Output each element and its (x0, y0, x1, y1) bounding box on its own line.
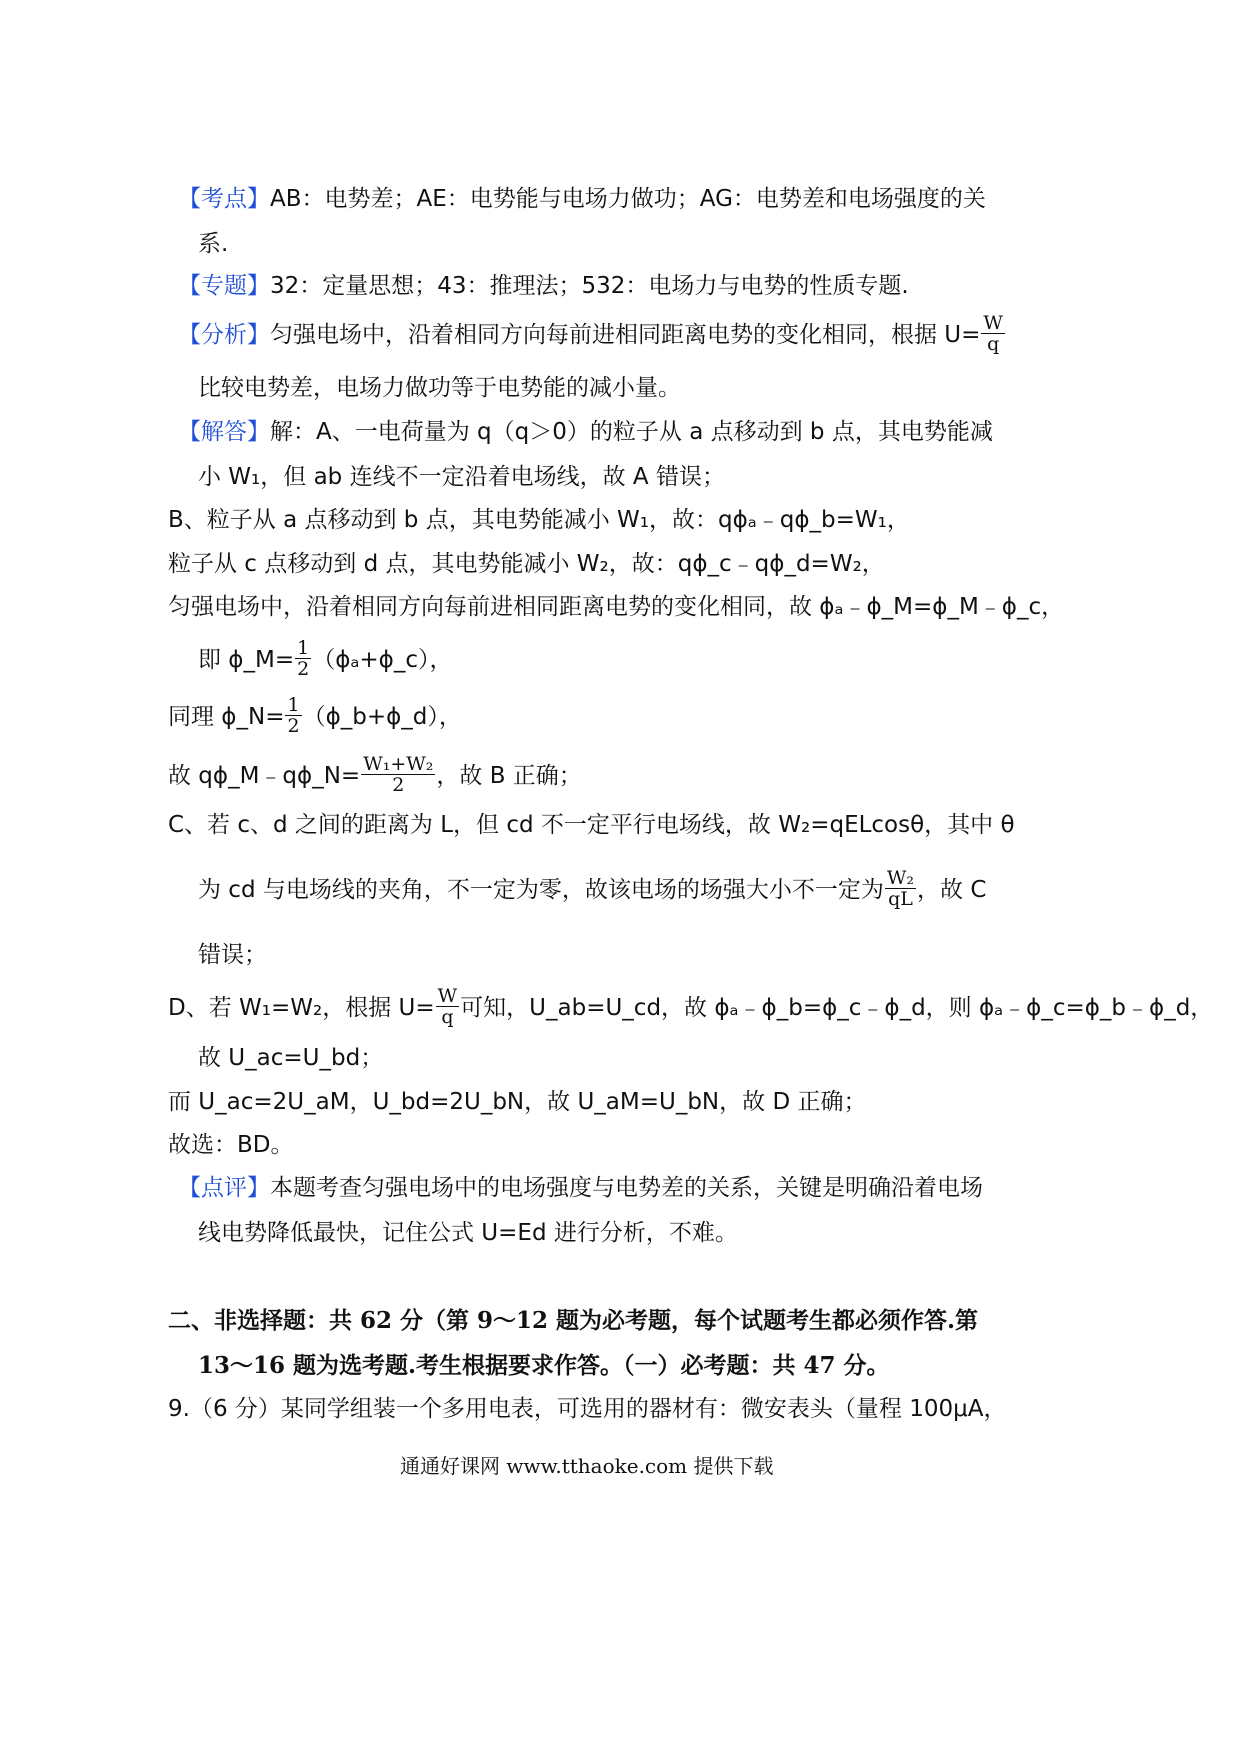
fraction-denominator: qL (885, 888, 916, 909)
potential-difference-label: 故 qϕ_M﹣qϕ_N= (168, 763, 361, 789)
phi-n-label: 同理 ϕ_N= (168, 704, 285, 730)
fraction-denominator: 2 (287, 715, 300, 737)
zhuanti-tag: 【专题】 (178, 273, 270, 299)
jieda-text-1: 解：A、一电荷量为 q（q＞0）的粒子从 a 点移动到 b 点，其电势能减 (270, 419, 993, 445)
dianping-text: 本题考查匀强电场中的电场强度与电势差的关系，关键是明确沿着电场 (270, 1175, 983, 1201)
jieda-line-4: 粒子从 c 点移动到 d 点，其电势能减小 W₂，故：qϕ_c﹣qϕ_d=W₂， (168, 551, 885, 577)
footer-text: 通通好课网 www.tthaoke.com 提供下载 (400, 1454, 774, 1478)
fenxi-line (178, 312, 1006, 356)
jieda-line-15: 故选：BD。 (168, 1132, 294, 1158)
fraction-numerator: W₁+W₂ (363, 753, 434, 775)
fraction-one-half (285, 695, 301, 736)
jieda-line-2: 小 W₁，但 ab 连线不一定沿着电场线，故 A 错误； (198, 464, 725, 490)
dianping-tag: 【点评】 (178, 1175, 270, 1201)
fenxi-cont: 比较电势差，电场力做功等于电势能的减小量。 (198, 375, 681, 401)
jieda-line-1 (178, 416, 993, 448)
kaodian-text: AB：电势差；AE：电势能与电场力做功；AG：电势差和电场强度的关 (270, 186, 986, 212)
section-heading-line-1: 二、非选择题：共 62 分（第 9～12 题为必考题，每个试题考生都必须作答.第 (168, 1307, 979, 1334)
fraction-denominator: q (436, 1006, 460, 1027)
fenxi-tag: 【分析】 (178, 322, 270, 348)
fraction-numerator: W (983, 312, 1003, 334)
kaodian-line (178, 183, 986, 215)
phi-m-expression: （ϕₐ+ϕ_c）， (312, 647, 453, 673)
fraction-one-half (295, 638, 311, 679)
fraction-w-over-q (981, 313, 1005, 354)
zhuanti-line (178, 270, 909, 302)
fraction-w-over-q (436, 986, 460, 1027)
fraction-numerator: W₂ (886, 867, 915, 889)
jieda-line-7 (168, 694, 462, 738)
fraction-numerator: W (437, 985, 458, 1007)
option-d-text: D、若 W₁=W₂，根据 U= (168, 995, 435, 1021)
dianping-line (178, 1172, 983, 1204)
jieda-line-5: 匀强电场中，沿着相同方向每前进相同距离电势的变化相同，故 ϕₐ﹣ϕ_M=ϕ_M﹣ϕ_c， (168, 594, 1065, 620)
conclusion-b: ，故 B 正确； (436, 763, 582, 789)
option-c-conclusion: ，故 C (917, 877, 987, 903)
jieda-line-13: 故 U_ac=U_bd； (198, 1045, 384, 1071)
option-c-text: 为 cd 与电场线的夹角，不一定为零，故该电场的场强大小不一定为 (198, 877, 884, 903)
zhuanti-text: 32：定量思想；43：推理法；532：电场力与电势的性质专题. (270, 273, 909, 299)
fraction-w2-over-ql (885, 868, 916, 909)
jieda-line-9: C、若 c、d 之间的距离为 L，但 cd 不一定平行电场线，故 W₂=qELcosθ，其中 θ (168, 812, 1015, 838)
phi-m-label: 即 ϕ_M= (198, 647, 295, 673)
jieda-line-14: 而 U_ac=2U_aM，U_bd=2U_bN，故 U_aM=U_bN，故 D 正确； (168, 1089, 867, 1115)
jieda-tag: 【解答】 (178, 419, 270, 445)
jieda-line-6 (198, 637, 453, 681)
fraction-denominator: q (981, 333, 1005, 354)
dianping-cont: 线电势降低最快，记住公式 U=Ed 进行分析，不难。 (198, 1220, 738, 1246)
jieda-line-8 (168, 753, 582, 797)
jieda-line-12 (168, 985, 1214, 1029)
option-d-derivation: 可知，U_ab=U_cd，故 ϕₐ﹣ϕ_b=ϕ_c﹣ϕ_d，则 ϕₐ﹣ϕ_c=ϕ_b﹣ϕ_d， (460, 995, 1214, 1021)
jieda-line-11: 错误； (198, 942, 267, 968)
question-9: 9.（6 分）某同学组装一个多用电表，可选用的器材有：微安表头（量程 100μA， (168, 1396, 1007, 1422)
fenxi-text: 匀强电场中，沿着相同方向每前进相同距离电势的变化相同，根据 U= (270, 322, 981, 348)
fraction-numerator: 1 (297, 637, 310, 659)
kaodian-cont: 系. (198, 231, 229, 257)
fraction-numerator: 1 (287, 694, 300, 716)
fraction-w1-plus-w2-over-2 (361, 754, 435, 795)
section-heading-line-2: 13～16 题为选考题.考生根据要求作答。（一）必考题：共 47 分。 (198, 1352, 890, 1379)
fraction-denominator: 2 (361, 774, 435, 795)
phi-n-expression: （ϕ_b+ϕ_d）， (302, 704, 462, 730)
jieda-line-3: B、粒子从 a 点移动到 b 点，其电势能减小 W₁，故：qϕₐ﹣qϕ_b=W₁， (168, 507, 910, 533)
fraction-denominator: 2 (297, 658, 310, 680)
jieda-line-10 (198, 867, 987, 911)
kaodian-tag: 【考点】 (178, 186, 270, 212)
